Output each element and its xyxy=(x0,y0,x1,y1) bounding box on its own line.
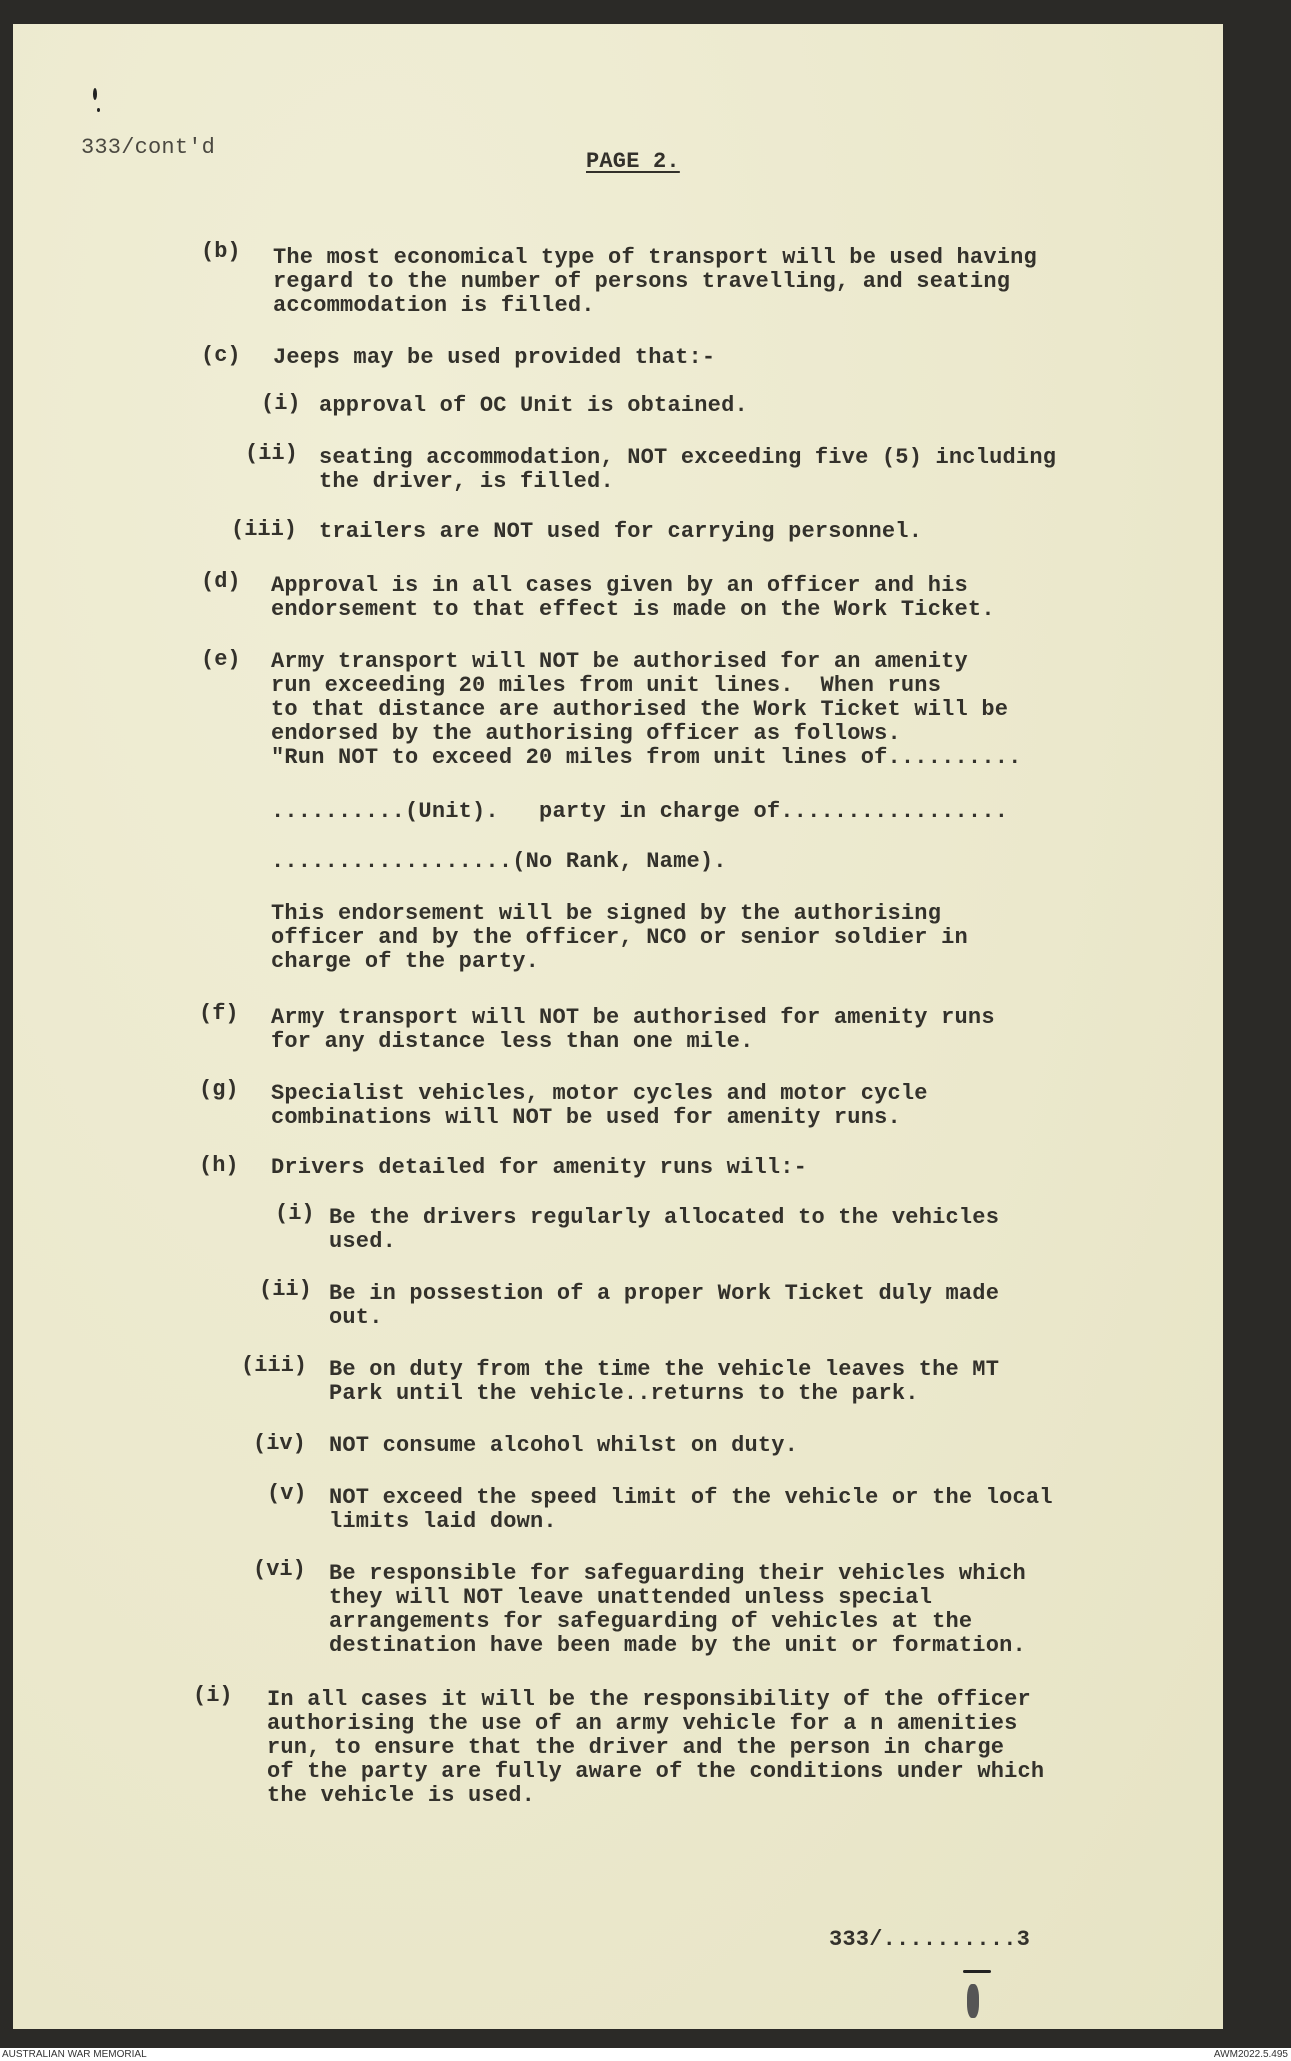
para-b-line-2: regard to the number of persons travelling, and seating xyxy=(273,269,1011,294)
para-c-iii-line-1: trailers are NOT used for carrying personnel. xyxy=(319,519,923,544)
para-label-c-iii: (iii) xyxy=(231,517,298,542)
para-h-line-1: Drivers detailed for amenity runs will:- xyxy=(271,1155,808,1180)
para-f-line-1: Army transport will NOT be authorised for amenity runs xyxy=(271,1005,995,1030)
para-final-i-line-3: run, to ensure that the driver and the person in charge xyxy=(267,1735,1005,1760)
pin-hole-mark xyxy=(93,88,97,100)
para-label-h-iii: (iii) xyxy=(241,1353,308,1378)
archive-caption-right: AWM2022.5.495 xyxy=(1213,2049,1288,2060)
para-h-v-line-2: limits laid down. xyxy=(329,1509,557,1534)
para-label-h-i: (i) xyxy=(275,1201,315,1226)
para-d-line-1: Approval is in all cases given by an officer and his xyxy=(271,573,968,598)
para-e-line-3: to that distance are authorised the Work Ticket will be xyxy=(271,697,1009,722)
para-label-c: (c) xyxy=(201,343,241,368)
para-b-line-1: The most economical type of transport will be used having xyxy=(273,245,1037,270)
para-label-e: (e) xyxy=(201,647,241,672)
para-label-g: (g) xyxy=(199,1077,239,1102)
para-h-i-line-1: Be the drivers regularly allocated to the vehicles xyxy=(329,1205,1000,1230)
endorsement-note-line-3: charge of the party. xyxy=(271,949,540,974)
para-h-vi-line-3: arrangements for safeguarding of vehicles at the xyxy=(329,1609,973,1634)
para-label-h-iv: (iv) xyxy=(253,1431,306,1456)
para-c-line-1: Jeeps may be used provided that:- xyxy=(273,345,716,370)
para-h-iii-line-1: Be on duty from the time the vehicle leaves the MT xyxy=(329,1357,1000,1382)
pin-hole-mark xyxy=(97,108,100,112)
reference-top: 333/cont'd xyxy=(81,135,216,160)
para-label-c-i: (i) xyxy=(261,391,301,416)
para-final-i-line-2: authorising the use of an army vehicle for a n amenities xyxy=(267,1711,1018,1736)
para-final-i-line-1: In all cases it will be the responsibility of the officer xyxy=(267,1687,1031,1712)
endorsement-note-line-2: officer and by the officer, NCO or senior soldier in xyxy=(271,925,968,950)
para-h-iv-line-1: NOT consume alcohol whilst on duty. xyxy=(329,1433,799,1458)
para-g-line-1: Specialist vehicles, motor cycles and motor cycle xyxy=(271,1081,928,1106)
para-c-i-line-1: approval of OC Unit is obtained. xyxy=(319,393,748,418)
para-c-ii-line-1: seating accommodation, NOT exceeding five (5) including xyxy=(319,445,1057,470)
endorsement-unit-line: ..........(Unit). party in charge of................. xyxy=(271,799,1009,824)
para-d-line-2: endorsement to that effect is made on the Work Ticket. xyxy=(271,597,995,622)
para-h-vi-line-2: they will NOT leave unattended unless special xyxy=(329,1585,933,1610)
footer-reference: 333/..........3 xyxy=(829,1927,1031,1952)
endorsement-name-line: ..................(No Rank, Name). xyxy=(271,849,727,874)
para-h-i-line-2: used. xyxy=(329,1229,397,1254)
para-c-ii-line-2: the driver, is filled. xyxy=(319,469,614,494)
para-label-f: (f) xyxy=(199,1001,239,1026)
para-final-i-line-4: of the party are fully aware of the conditions under which xyxy=(267,1759,1045,1784)
para-h-v-line-1: NOT exceed the speed limit of the vehicle or the local xyxy=(329,1485,1053,1510)
para-label-d: (d) xyxy=(201,569,241,594)
para-label-b: (b) xyxy=(201,239,241,264)
pencil-mark xyxy=(967,1984,979,2018)
archive-caption-left: AUSTRALIAN WAR MEMORIAL xyxy=(2,2049,147,2060)
pencil-mark xyxy=(963,1970,991,1973)
para-final-i-line-5: the vehicle is used. xyxy=(267,1783,536,1808)
para-e-line-5: "Run NOT to exceed 20 miles from unit lines of.......... xyxy=(271,745,1022,770)
para-label-h-ii: (ii) xyxy=(259,1277,312,1302)
para-h-iii-line-2: Park until the vehicle..returns to the park. xyxy=(329,1381,919,1406)
para-e-line-1: Army transport will NOT be authorised for an amenity xyxy=(271,649,968,674)
para-e-line-2: run exceeding 20 miles from unit lines. When runs xyxy=(271,673,942,698)
para-e-line-4: endorsed by the authorising officer as follows. xyxy=(271,721,901,746)
para-label-h-v: (v) xyxy=(267,1481,307,1506)
para-label-h-vi: (vi) xyxy=(253,1557,306,1582)
para-f-line-2: for any distance less than one mile. xyxy=(271,1029,754,1054)
page-title: PAGE 2. xyxy=(586,149,680,174)
para-h-ii-line-2: out. xyxy=(329,1305,383,1330)
para-label-final-i: (i) xyxy=(193,1683,233,1708)
para-g-line-2: combinations will NOT be used for amenity runs. xyxy=(271,1105,901,1130)
endorsement-note-line-1: This endorsement will be signed by the authorising xyxy=(271,901,942,926)
para-h-vi-line-1: Be responsible for safeguarding their vehicles which xyxy=(329,1561,1026,1586)
document-page xyxy=(13,24,1223,2029)
para-b-line-3: accommodation is filled. xyxy=(273,293,595,318)
para-label-c-ii: (ii) xyxy=(245,441,298,466)
para-h-vi-line-4: destination have been made by the unit or formation. xyxy=(329,1633,1026,1658)
para-h-ii-line-1: Be in possestion of a proper Work Ticket duly made xyxy=(329,1281,1000,1306)
para-label-h: (h) xyxy=(199,1153,239,1178)
